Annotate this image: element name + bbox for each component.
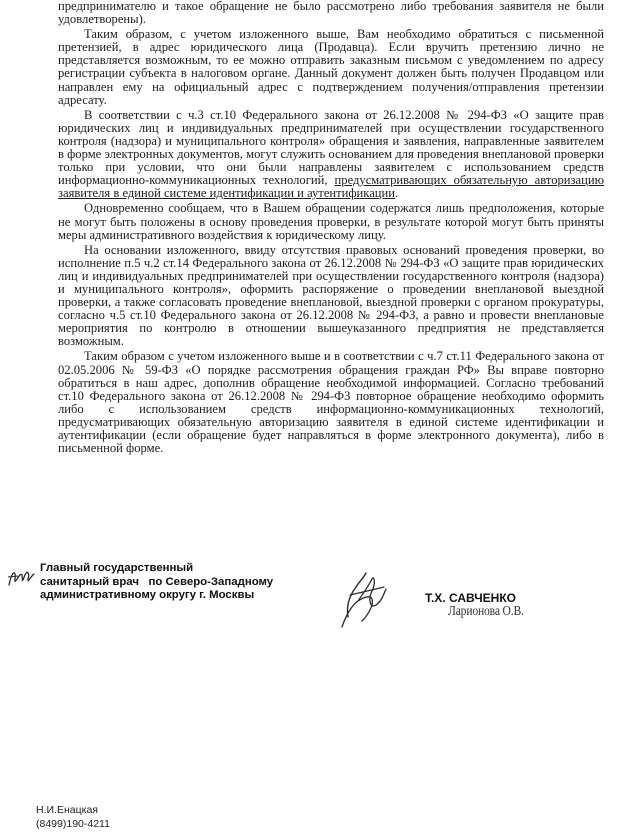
paragraph-legal-basis-text: В соответствии с ч.3 ст.10 Федерального закона от 26.12.2008 № 294-ФЗ «О защите прав юридических лиц и индивидуальных предпринимателей при осуществлении государственного контроля (надзора) и муниципального контроля» обращения и заявления, направленные заявителем в форме электронных документов, могут служить основанием для проведения внеплановой проверки только при условии, что они были направлены заявителем с использованием средств информационно-коммуникационных технологий, xyxy=(58,107,604,188)
executor-info xyxy=(36,803,110,831)
paragraph-no-inspection: На основании изложенного, ввиду отсутствия правовых оснований проведения проверки, во исполнение п.5 ч.2 ст.14 Федерального закона от 26.12.2008 № 294-ФЗ «О защите прав юридических лиц и индивидуальных предпринимателей при осуществлении государственного контроля (надзора) и муниципального контроля», оформить распоряжение о проведении внеплановой выездной проверки, а также согласовать проведение внеплановой, выездной проверки с органом прокуратуры, согласно ч.5 ст.10 Федерального закона от 26.12.2008 № 294-ФЗ, а равно и провести внеплановые мероприятия по контролю в отношении вышеуказанного предприятия не представляется возможным. xyxy=(58,242,604,349)
paragraph-legal-basis xyxy=(58,109,604,201)
position-line: административному округу г. Москвы xyxy=(40,589,255,601)
position-line: санитарный врач по Северо-Западному xyxy=(40,575,274,588)
signer-name: Т.Х. САВЧЕНКО xyxy=(425,591,516,605)
handwritten-signature xyxy=(328,565,398,635)
position-line: Главный государственный xyxy=(40,562,194,574)
paragraph-assumptions: Одновременно сообщаем, что в Вашем обращении содержатся лишь предположения, которые не могут быть положены в основу проведения проверки, в результате которой могут быть приняты меры административного воздействия к юридическому лицу. xyxy=(58,201,604,242)
initials-mark xyxy=(6,565,36,591)
paragraph-legal-basis-end: . xyxy=(395,186,399,201)
executor-phone: (8499)190-4211 xyxy=(36,818,110,830)
paragraph-repeat-appeal: Таким образом с учетом изложенного выше и в соответствии с ч.7 ст.11 Федерального закона от 02.05.2006 № 59-ФЗ «О порядке рассмотрения обращения граждан РФ» Вы вправе повторно обратиться в наш адрес, дополнив обращение необходимой информацией. Согласно требований ст.10 Федерального закона от 26.12.2008 № 294-ФЗ повторное обращение необходимо оформить либо с использованием средств информационно-коммуникационных технологий, предусматривающих обязательную авторизацию заявителя в единой системе идентификации и аутентификации (если обращение будет направляться в форме электронного документа), либо в письменной форме. xyxy=(58,349,604,456)
executor-name: Н.И.Енацкая xyxy=(36,804,98,816)
letter-body xyxy=(58,0,604,455)
underlined-requirement: предусматривающих обязательную авторизацию заявителя в единой системе идентификации и аутентификации xyxy=(58,173,604,201)
stamp-name: Ларионова О.В. xyxy=(448,603,524,618)
paragraph-claim-advice: Таким образом, с учетом изложенного выше, Вам необходимо обратиться с письменной претензией, в адрес юридического лица (Продавца). Если вручить претензию лично не представляется возможным, то ее можно отправить заказным письмом с уведомлением по адресу регистрации субъекта в налоговом органе. Данный документ должен быть получен Продавцом или направлен ему на официальный адрес с подтверждением получения/отправления претензии адресату. xyxy=(58,27,604,107)
signatory-position xyxy=(40,562,280,603)
paragraph-continuation: предпринимателю и такое обращение не было рассмотрено либо требования заявителя не были удовлетворены). xyxy=(58,0,604,27)
